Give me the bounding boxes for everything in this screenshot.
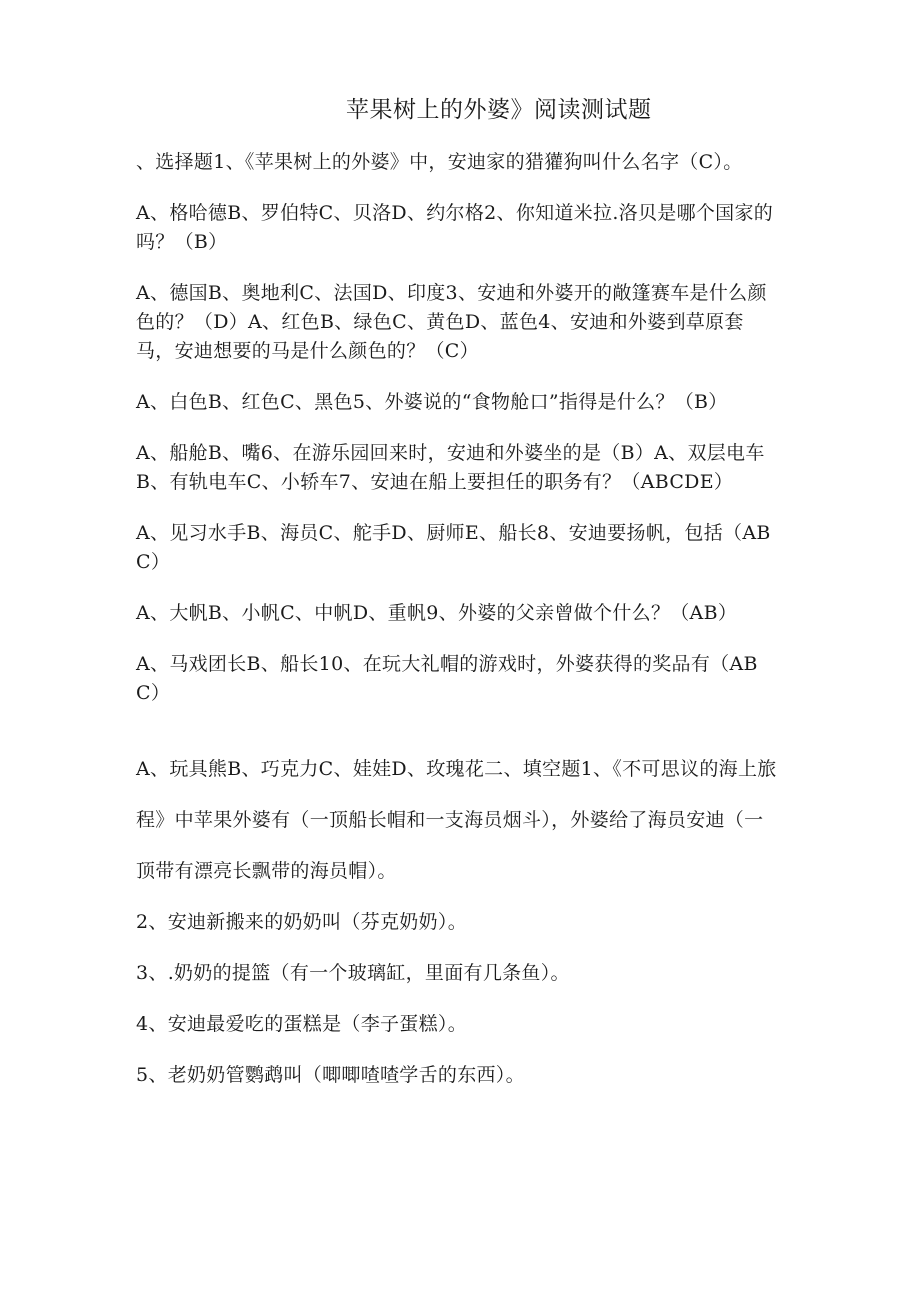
fill-in-item-3: 3、.奶奶的提篮（有一个玻璃缸，里面有几条鱼）。 [136,962,570,984]
fill-in-paragraph: A、玩具熊B、巧克力C、娃娃D、玫瑰花二、填空题1、《不可思议的海上旅程》中苹果外婆有（一顶船长帽和一支海员烟斗），外婆给了海员安迪（一顶带有漂亮长飘带的海员帽）。 [136,758,777,882]
fill-in-item-4: 4、安迪最爱吃的蛋糕是（李子蛋糕）。 [136,1013,467,1035]
question-paragraph-6: A、见习水手B、海员C、舵手D、厨师E、船长8、安迪要扬帆，包括（ABC） [136,522,771,573]
question-paragraph-2: A、格哈德B、罗伯特C、贝洛D、约尔格2、你知道米拉.洛贝是哪个国家的吗？（B） [136,202,774,253]
question-paragraph-4: A、白色B、红色C、黑色5、外婆说的“食物舱口”指得是什么？（B） [136,391,728,413]
document-title: 苹果树上的外婆》阅读测试题 [346,97,652,123]
question-paragraph-1: 、选择题1、《苹果树上的外婆》中，安迪家的猎獾狗叫什么名字（C）。 [136,151,743,173]
document-body [136,148,782,1101]
question-paragraph-7: A、大帆B、小帆C、中帆D、重帆9、外婆的父亲曾做个什么？（AB） [136,602,738,624]
question-paragraph-8: A、马戏团长B、船长10、在玩大礼帽的游戏时，外婆获得的奖品有（ABC） [136,653,758,704]
fill-in-item-2: 2、安迪新搬来的奶奶叫（芬克奶奶）。 [136,911,467,933]
question-paragraph-5: A、船舱B、嘴6、在游乐园回来时，安迪和外婆坐的是（B）A、双层电车B、有轨电车C、小轿车7、安迪在船上要担任的职务有？（ABCDE） [136,442,765,493]
question-paragraph-3: A、德国B、奥地利C、法国D、印度3、安迪和外婆开的敞篷赛车是什么颜色的？（D）A、红色B、绿色C、黄色D、蓝色4、安迪和外婆到草原套马，安迪想要的马是什么颜色的？（C） [136,282,767,362]
fill-in-item-5: 5、老奶奶管鹦鹉叫（唧唧喳喳学舌的东西）。 [136,1064,525,1086]
